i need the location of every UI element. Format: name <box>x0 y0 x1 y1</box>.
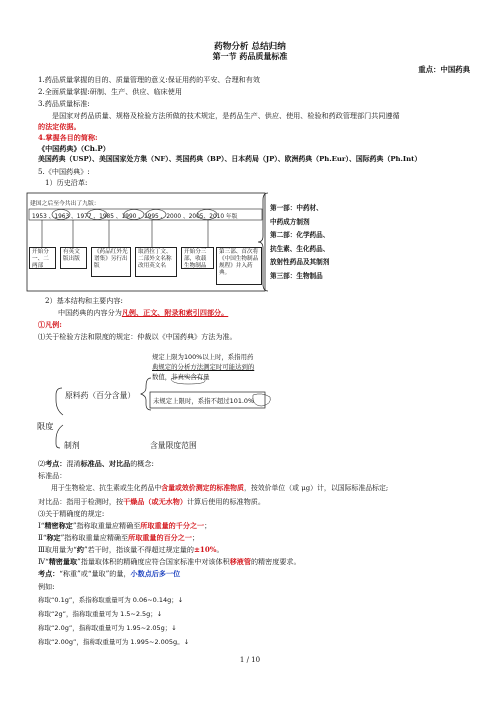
text-line: Ⅳ“精密量取”指量取体积的精确度应符合国家标准中对该体积移液管的精密度要求。 <box>38 557 301 566</box>
text-line: ⑵考点：混淆标准品、对比品的概念: <box>38 459 154 468</box>
text-line: 考点：“称重”或“量取”的量，小数点后多一位 <box>38 569 181 578</box>
example-line: 称取“2.0g”，指称取重量可为 1.95~2.05g；↓ <box>38 624 177 632</box>
history-box: 有英文版出版 <box>60 247 87 269</box>
example-line: 称取“0.1g”，系指称取重量可为 0.06~0.14g；↓ <box>38 596 184 604</box>
text-line: Ⅲ取用量为“约”若干时，指该量不得超过规定量的±10%。 <box>38 545 224 554</box>
part-label: 第一部：中药材、 <box>270 204 323 212</box>
example-line: 称取“2.00g”，指称取重量可为 1.995~2.005g。↓ <box>38 638 190 646</box>
text-line: 《中国药典》（Ch.P） <box>38 144 110 153</box>
text-line: 5.《中国药典》: <box>38 167 90 176</box>
text-line: 2.全面质量掌握:研制、生产、供应、临床使用 <box>38 87 182 96</box>
text-line: 的法定依据。 <box>38 122 81 131</box>
text-line: 中国药典的内容分为凡例、正文、附录和索引四部分。 <box>58 308 229 317</box>
text-line: ①凡例: <box>38 320 62 329</box>
history-box: 《药品红外光谱集》另行出版 <box>91 247 131 277</box>
history-years: 1953 、1963 、1977 、1985 、1990 、1995 、2000 、2005、2010 年版 <box>32 214 238 220</box>
text-line: 1.药品质量掌握的目的、质量管理的意义:保证用药的平安、合理和有效 <box>38 75 260 84</box>
text-line: Ⅱ“称定”指称取重量应精确至所取重量的百分之一； <box>38 533 200 542</box>
history-box: 开始分一、二两部 <box>29 247 56 269</box>
limit-root-label: 限度 <box>37 421 54 431</box>
history-box: 开始分三部，收载生物制品 <box>181 247 214 269</box>
unspecified-limit-note: 未规定上限时，系指不超过101.0% <box>153 397 255 405</box>
history-heading: 建国之后至今共出了九版： <box>30 201 100 207</box>
note-line: 规定上限为100%以上时，系指用药 <box>152 353 254 361</box>
note-line: 数值，非真实含有量 <box>152 373 210 381</box>
example-line: 称取“2g”，指称取重量可为 1.5~2.5g；↓ <box>38 610 163 618</box>
part-label: 放射性药品及其制剂 <box>270 258 330 266</box>
text-line: ⑶关于精确度的规定: <box>38 509 105 518</box>
text-line: 标准品： <box>38 471 67 480</box>
upper-limit-note <box>152 352 254 382</box>
key-point-label: 重点：中国药典 <box>418 65 470 74</box>
text-line: 是国家对药品质量、规格及检验方法所做的技术规定，是药品生产、供应、使用、检验和药政管理部门共同遵循 <box>52 111 400 120</box>
page-number: 1 / 10 <box>239 656 261 664</box>
raw-material-label: 原料药（百分含量） <box>65 391 136 400</box>
text-line: 对比品：指用于检测时，按干燥品（或无水物）计算后使用的标准物质。 <box>38 497 265 506</box>
text-line: 用于生物检定、抗生素或生化药品中含量或效价测定的标准物质，按效价单位（或 μg）计，以国际标准品标定; <box>51 484 389 492</box>
part-label: 中药成方制剂 <box>270 217 310 226</box>
preparation-range-label: 含量限度范围 <box>150 441 197 450</box>
text-line: 例如: <box>38 582 55 591</box>
text-line: Ⅰ“精密称定”指称取重量应精确至所取重量的千分之一； <box>38 521 212 530</box>
part-label: 抗生素、生化药品、 <box>270 244 330 253</box>
section-title: 第一节 药品质量标准 <box>212 51 288 61</box>
document-title: 药物分析 总结归纳 <box>214 42 286 52</box>
text-line: 3.药品质量标准: <box>38 99 90 108</box>
history-box: 第三部、首次将《中国生物制品规程》并入药典。 <box>216 247 262 285</box>
text-line: ⑴关于检验方法和限度的规定：仲裁以《中国药典》方法为准。 <box>38 332 237 341</box>
part-label: 第三部：生物制品 <box>270 271 323 280</box>
note-line: 典规定的分析方法测定时可能达到的 <box>152 363 255 371</box>
text-line: 2）基本结构和主要内容: <box>45 296 123 305</box>
preparation-label: 制剂 <box>64 441 80 450</box>
history-box: 取消拉丁文、二部外文名称改用英文名 <box>135 247 177 277</box>
part-label: 第二部：化学药品、 <box>270 231 330 239</box>
text-line: 美国药典（USP）、美国国家处方集（NF）、英国药典（BP）、日本药局（JP）、欧洲药典（Ph.Eur）、国际药典（Ph.Int） <box>38 155 422 163</box>
text-line: 4.掌握各目的简称: <box>38 133 98 142</box>
text-line: 1）历史沿革: <box>45 178 88 187</box>
